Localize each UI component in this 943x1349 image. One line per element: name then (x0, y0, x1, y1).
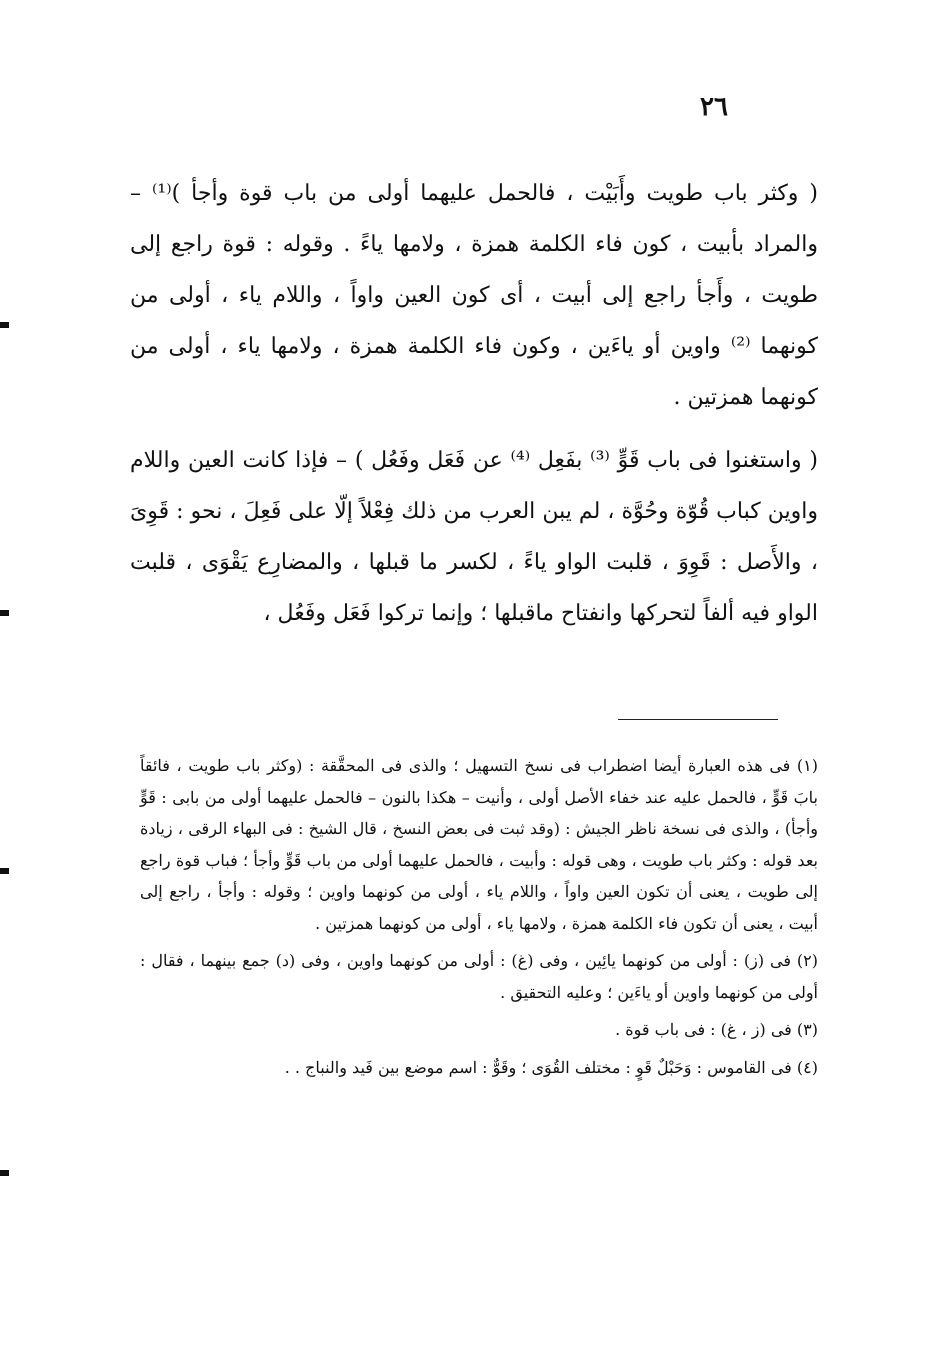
footnote-divider (618, 719, 778, 720)
footnote: (٤) فى القاموس : وَحَبْلٌ قَوٍ : مختلف القُوَى ؛ وقَوٌّ : اسم موضع بين فَيد والنباج . . (284, 1057, 818, 1077)
scan-edge-mark (0, 868, 9, 874)
scan-edge-mark (0, 322, 9, 328)
paragraph: ( واستغنوا فى باب قَوٍّ ⁽³⁾ بفَعِل ⁽⁴⁾ عن فَعَل وفَعُل ) – فإذا كانت العين واللام واوين كباب قُوّة وحُوَّة ، لم يبن العرب من ذلك فِعْلاً إلّا على فَعِلَ ، نحو : قَوِىَ ، والأَصل : قَوِوَ ، قلبت الواو ياءً ، لكسر ما قبلها ، والمضارِع يَقْوَى ، قلبت الواو فيه ألفاً لتحركها وانفتاح ماقبلها ؛ وإنما تركوا فَعَل وفَعُل ، (130, 448, 818, 626)
footnote: (١) فى هذه العبارة أيضا اضطراب فى نسخ التسهيل ؛ والذى فى المحقَّقة : (وكثر باب طويت ، فائقاً بابَ قَوٍّ ، فالحمل عليه عند خفاء الأصل أولى ، وأنيت – هكذا بالنون – فالحمل عليهما أولى من بابى : قَوٍّ وأجأ) ، والذى فى نسخة ناظر الجيش : (وقد ثبت فى بعض النسخ ، قال الشيخ : فى البهاء الرقى ، زيادة بعد قوله : وكثر باب طويت ، وهى قوله : وأبيت ، فالحمل عليهما أولى من باب قَوٍّ وأجأ ؛ فباب قوة راجع إلى طويت ، يعنى أن تكون العين واواً ، واللام ياء ، أولى من كونهما واوين ؛ وقوله : وأجأ ، راجع إلى أبيت ، يعنى أن تكون فاء الكلمة همزة ، ولامها ياء ، أولى من كونهما همزتين . (140, 756, 818, 933)
scan-edge-mark (0, 610, 9, 616)
paragraph: ( وكثر باب طويت وأَبَيْت ، فالحمل عليهما أولى من باب قوة وأجأ )⁽¹⁾ – والمراد بأبيت ، كون فاء الكلمة همزة ، ولامها ياءً . وقوله : قوة راجع إلى طويت ، وأَجأ راجع إلى أبيت ، أى كون العين واواً ، واللام ياء ، أولى من كونهما ⁽²⁾ واوين أو ياءَين ، وكون فاء الكلمة همزة ، ولامها ياء ، أولى من كونهما همزتين . (130, 181, 819, 410)
footnote: (٣) فى (ز ، غ) : فى باب قوة . (615, 1020, 818, 1039)
scan-edge-mark (0, 1170, 9, 1176)
footnotes (140, 750, 818, 1083)
page-number: ٢٦ (700, 92, 728, 122)
main-text (130, 168, 818, 639)
footnote: (٢) فى (ز) : أولى من كونهما يائِين ، وفى (غ) : أولى من كونهما واوين ، وفى (د) جمع بينهما ، فقال : أولى من كونهما واوين أو ياءَين ؛ وعليه التحقيق . (140, 951, 818, 1002)
